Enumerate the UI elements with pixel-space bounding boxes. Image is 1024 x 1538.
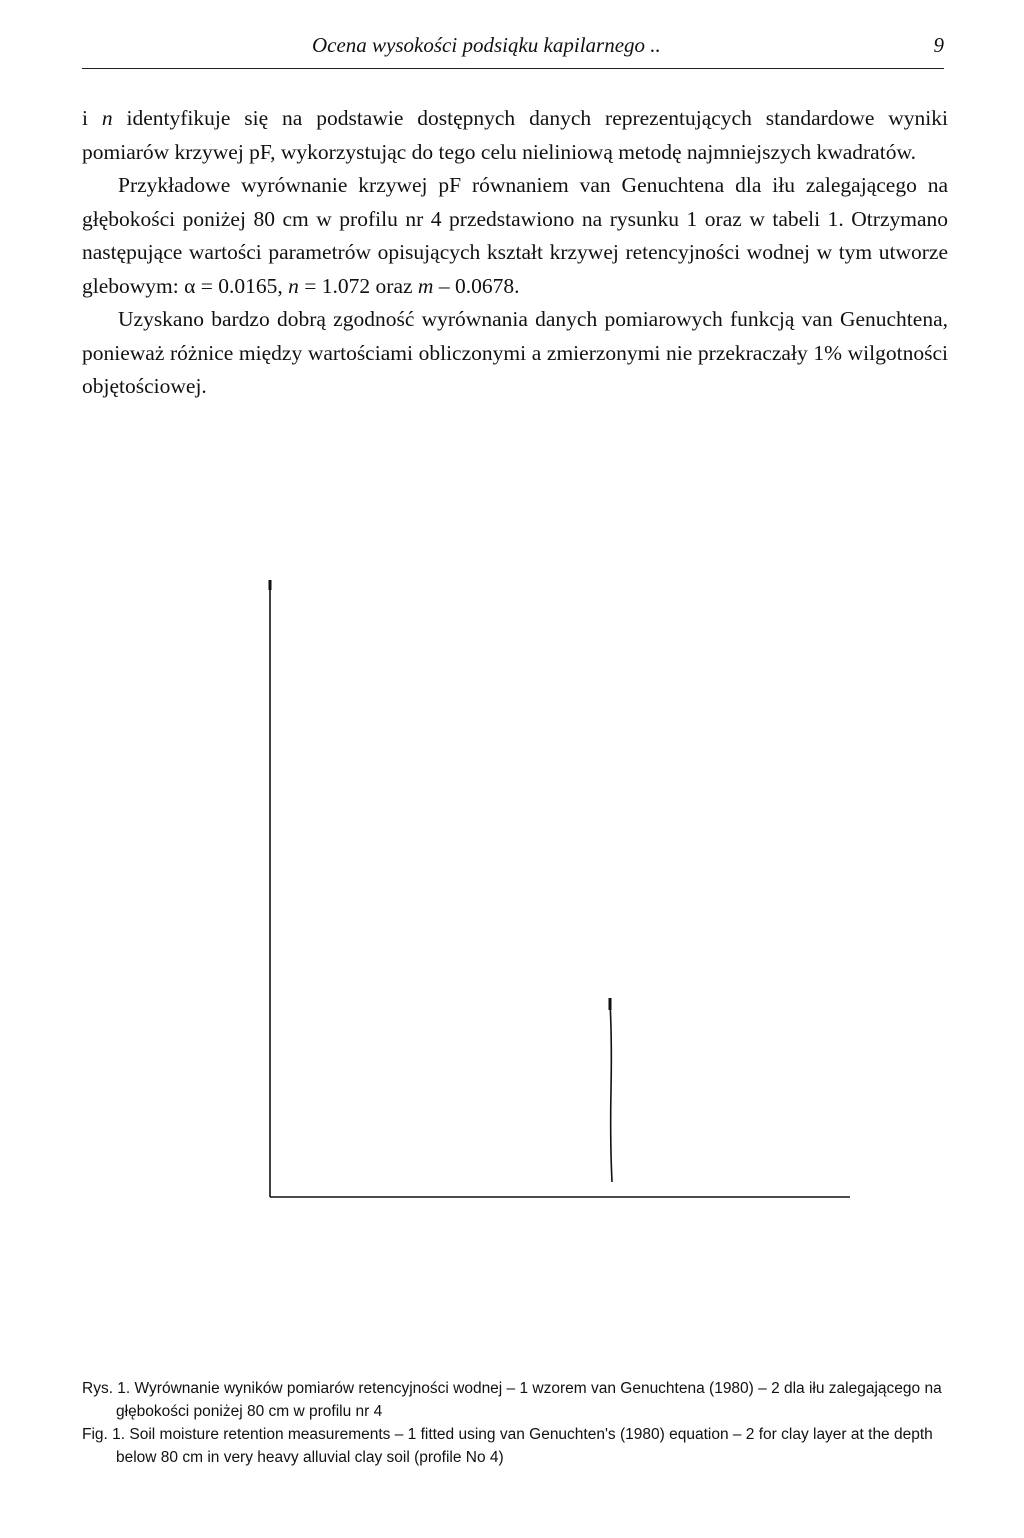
running-head	[82, 30, 944, 69]
n-value: = 1.072 oraz	[298, 273, 418, 298]
figure-caption	[82, 1377, 962, 1469]
running-title: Ocena wysokości podsiąku kapilarnego ..	[312, 33, 661, 57]
symbol-alpha: α	[184, 273, 196, 298]
paragraph-3: Uzyskano bardzo dobrą zgodność wyrównania danych pomiarowych funkcją van Genuchtena, ponieważ różnice między wartościami obliczonymi a zmierzonymi nie przekraczały 1% wilgotności objętościowej.	[82, 307, 948, 398]
symbol-n: n	[101, 106, 113, 130]
paragraph-1	[82, 102, 948, 169]
caption-polish: Rys. 1. Wyrównanie wyników pomiarów retencyjności wodnej – 1 wzorem van Genuchtena (1980) – 2 dla iłu zalegającego na głębokości poniżej 80 cm w profilu nr 4	[82, 1380, 942, 1420]
paragraph-2-text: Przykładowe wyrównanie krzywej pF równaniem van Genuchtena dla iłu zalegającego na głębokości poniżej 80 cm w profilu nr 4 przedstawiono na rysunku 1 oraz w tabeli 1. Otrzymano następujące wartości parametrów opisujących kształt krzywej retencyjności wodnej w tym utworze glebowym:	[82, 173, 948, 298]
body-text	[82, 102, 948, 404]
page-number: 9	[933, 33, 944, 57]
figure-plot	[250, 570, 860, 1220]
figure	[250, 570, 860, 1220]
symbol-m: m	[417, 273, 434, 298]
caption-english: Fig. 1. Soil moisture retention measurements – 1 fitted using van Genuchten's (1980) equation – 2 for clay layer at the depth below 80 cm in very heavy alluvial clay soil (profile No 4)	[82, 1426, 933, 1466]
paragraph-2	[82, 169, 948, 303]
paragraph-1-part2: identyfikuje się na podstawie dostępnych danych reprezentujących standardowe wyniki pomiarów krzywej pF, wykorzystując do tego celu nieliniową metodę najmniejszych kwadratów.	[82, 106, 948, 164]
m-value: – 0.0678.	[433, 273, 520, 298]
paragraph-1-part1: i	[82, 106, 102, 130]
symbol-n: n	[288, 273, 299, 298]
alpha-value: = 0.0165,	[195, 273, 289, 298]
retention-curve	[610, 1002, 612, 1182]
